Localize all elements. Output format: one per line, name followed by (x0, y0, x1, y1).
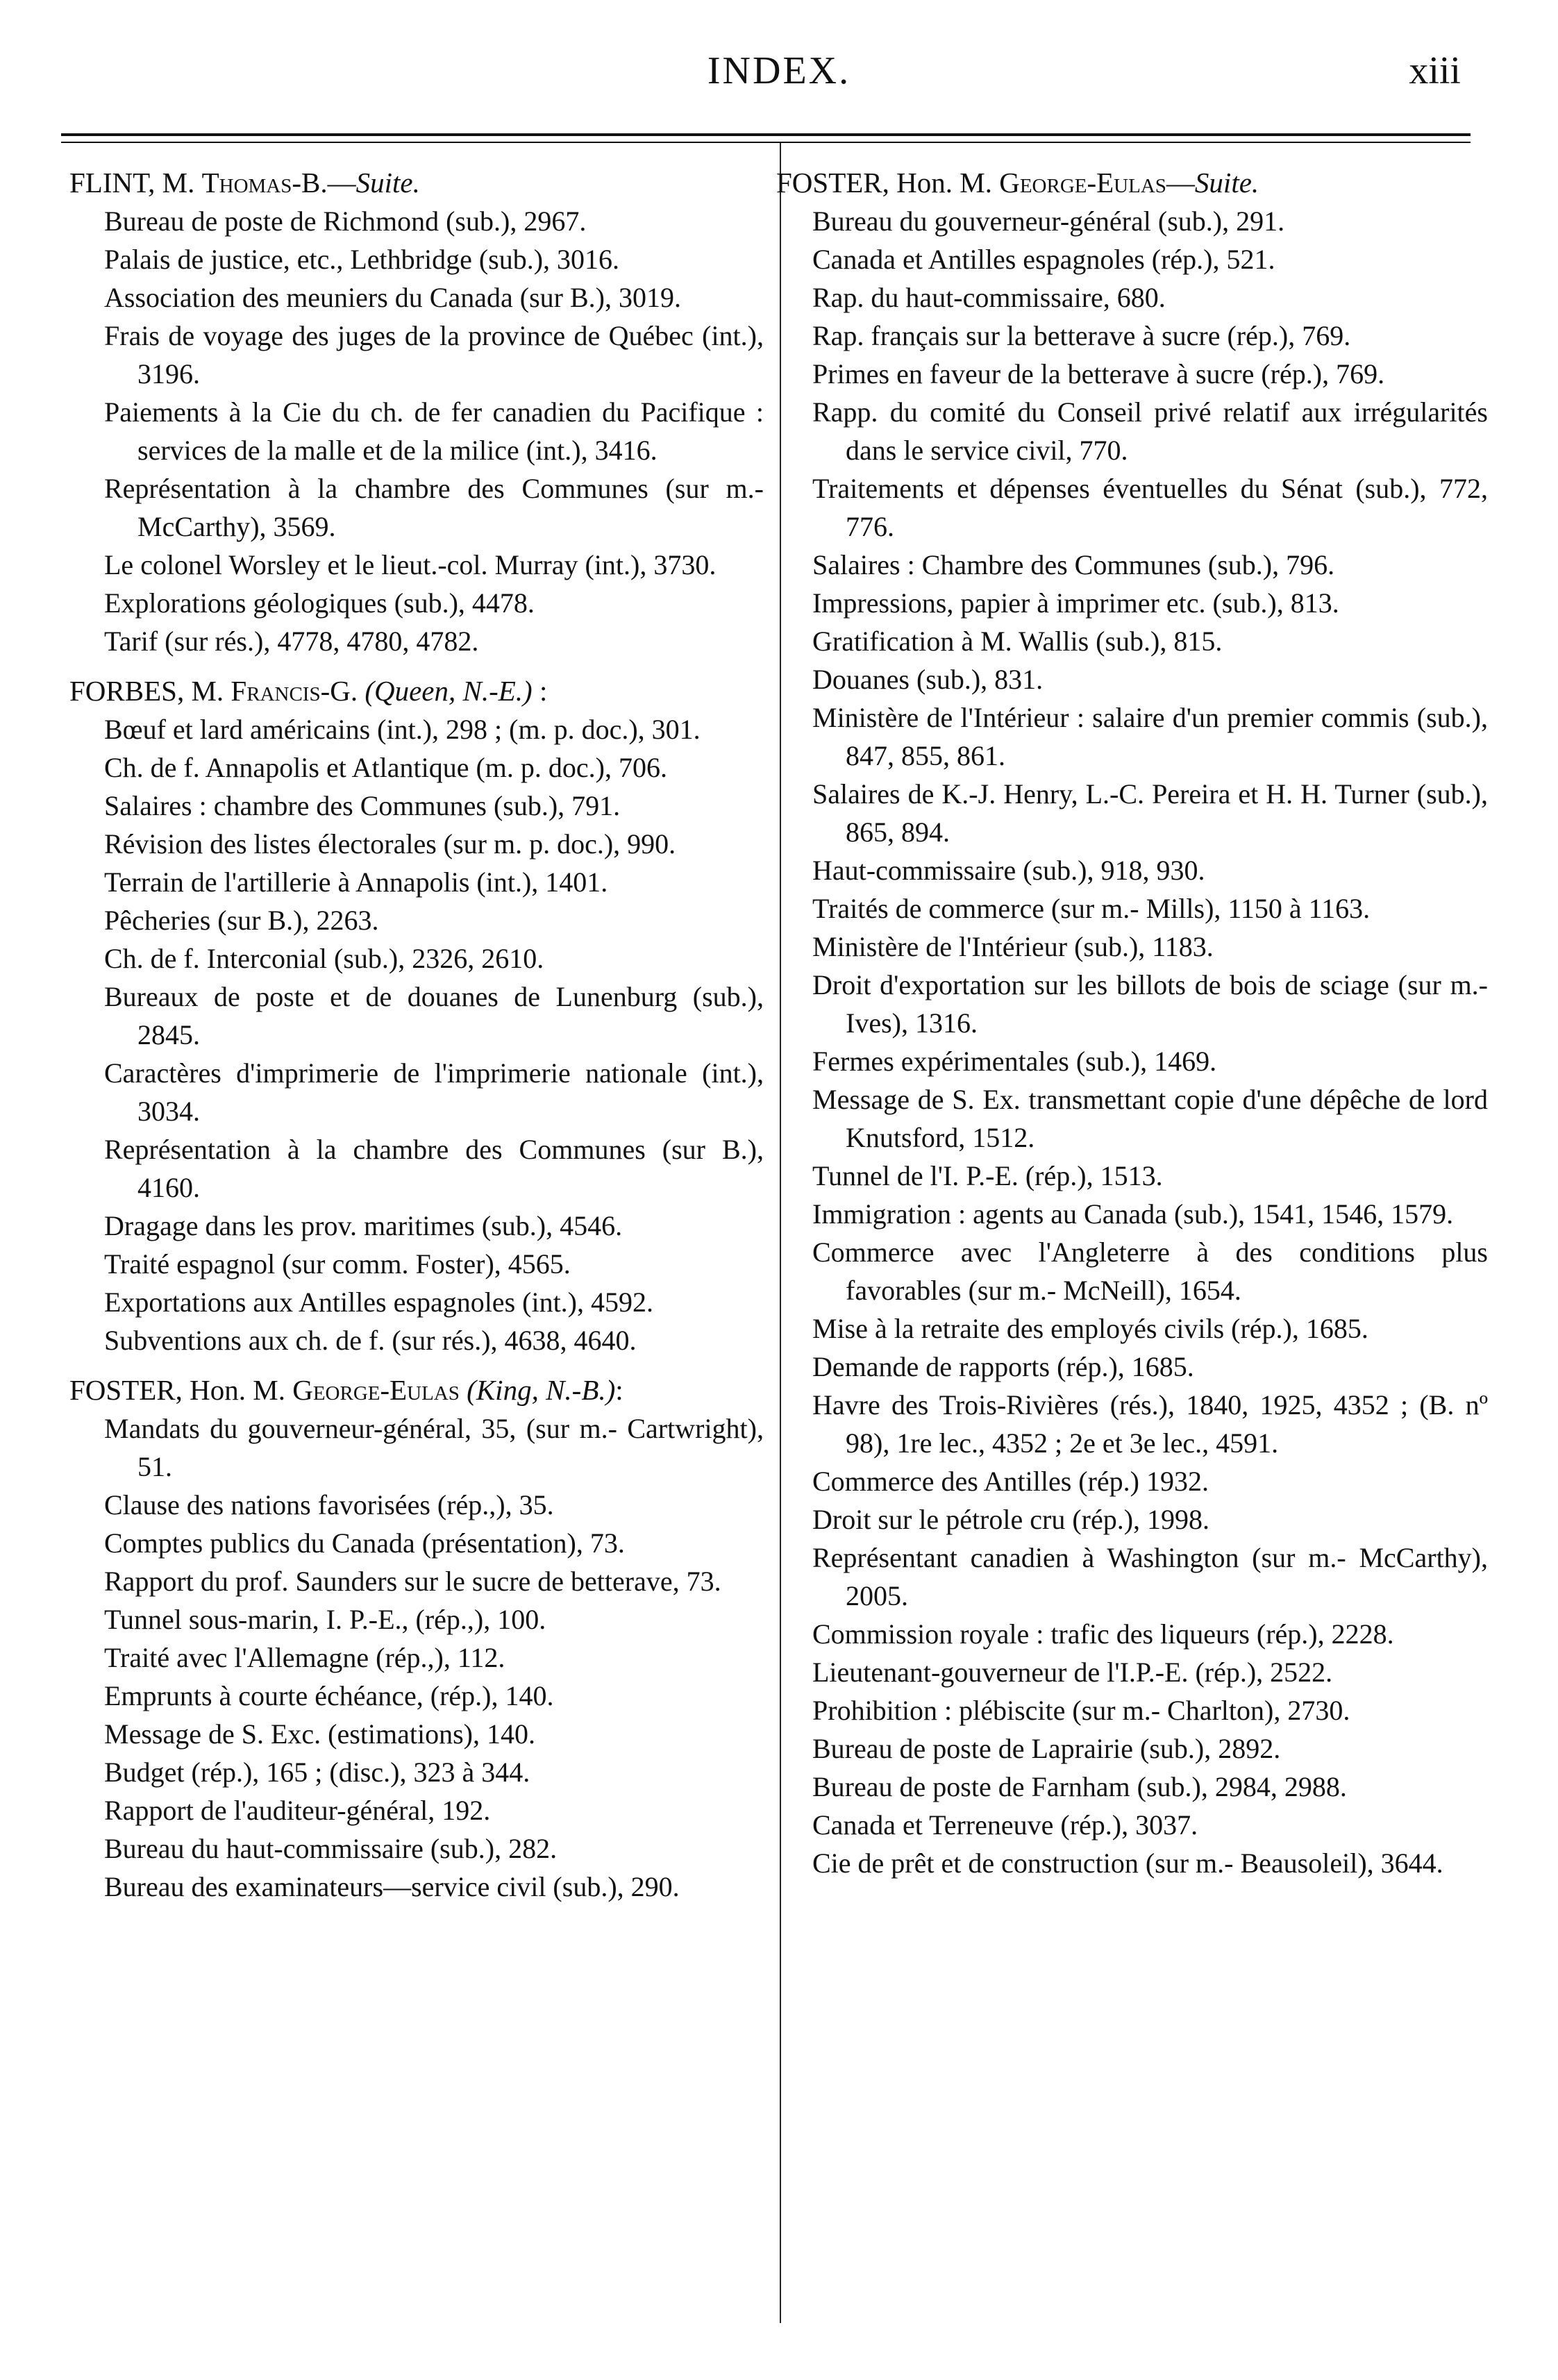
entry-heading (69, 163, 764, 202)
index-subentry: Emprunts à courte échéance, (rép.), 140. (104, 1680, 554, 1711)
entry-qualifier: Suite. (355, 167, 420, 199)
index-subentry: Demande de rapports (rép.), 1685. (812, 1351, 1194, 1382)
index-subentry: Tarif (sur rés.), 4778, 4780, 4782. (104, 626, 479, 657)
index-subentry: Ch. de f. Interconial (sub.), 2326, 2610. (104, 943, 544, 974)
index-subentry: Représentation à la chambre des Communes (sur m.- McCarthy), 3569. (104, 473, 764, 542)
index-subentry: Comptes publics du Canada (présentation), 73. (104, 1527, 625, 1559)
index-entry (69, 671, 764, 1359)
index-entry (69, 163, 764, 660)
index-subentry: Fermes expérimentales (sub.), 1469. (812, 1046, 1217, 1077)
index-subentry: Impressions, papier à imprimer etc. (sub.), 813. (812, 587, 1339, 619)
index-subentry: Le colonel Worsley et le lieut.-col. Murray (int.), 3730. (104, 549, 717, 580)
index-subentry: Dragage dans les prov. maritimes (sub.), 4546. (104, 1210, 623, 1241)
index-subentry: Traités de commerce (sur m.- Mills), 1150 à 1163. (812, 893, 1371, 924)
index-subentry: Tunnel sous-marin, I. P.-E., (rép.,), 100. (104, 1604, 546, 1635)
index-subentry: Message de S. Exc. (estimations), 140. (104, 1718, 535, 1750)
index-subentry: Douanes (sub.), 831. (812, 664, 1044, 695)
index-subentry: Rapport de l'auditeur-général, 192. (104, 1795, 491, 1826)
entry-name-smallcaps: George-Eulas (999, 167, 1166, 199)
index-subentry: Représentation à la chambre des Communes (sur B.), 4160. (104, 1134, 764, 1203)
index-subentry: Bœuf et lard américains (int.), 298 ; (m. p. doc.), 301. (104, 714, 701, 745)
index-subentry: Budget (rép.), 165 ; (disc.), 323 à 344. (104, 1757, 530, 1788)
index-subentry: Canada et Terreneuve (rép.), 3037. (812, 1809, 1198, 1841)
index-subentry: Rap. du haut-commissaire, 680. (812, 282, 1166, 313)
index-subentry: Tunnel de l'I. P.-E. (rép.), 1513. (812, 1160, 1163, 1191)
index-subentry: Droit d'exportation sur les billots de bois de sciage (sur m.- Ives), 1316. (812, 969, 1488, 1039)
header-rule-thin (61, 142, 1471, 143)
entry-heading (69, 671, 764, 710)
entry-name-tail: — (1166, 167, 1195, 199)
entry-name: FLINT, M. (69, 167, 202, 199)
left-column (69, 163, 764, 1917)
entry-colon: : (615, 1374, 623, 1406)
index-subentry: Palais de justice, etc., Lethbridge (sub.), 3016. (104, 244, 620, 275)
index-subentry: Haut-commissaire (sub.), 918, 930. (812, 855, 1205, 886)
index-subentry: Message de S. Ex. transmettant copie d'une dépêche de lord Knutsford, 1512. (812, 1084, 1488, 1153)
index-subentry: Bureau du haut-commissaire (sub.), 282. (104, 1833, 558, 1864)
entry-name-tail (358, 675, 365, 707)
entry-colon: : (532, 675, 548, 707)
entry-qualifier: (Queen, N.-E.) (365, 675, 533, 707)
index-subentry: Traité espagnol (sur comm. Foster), 4565. (104, 1248, 571, 1280)
index-subentry: Bureau de poste de Laprairie (sub.), 2892. (812, 1733, 1281, 1764)
index-subentry: Commerce des Antilles (rép.) 1932. (812, 1466, 1209, 1497)
entry-name-tail: — (327, 167, 356, 199)
entry-heading (69, 1371, 764, 1409)
index-entry (69, 1371, 764, 1906)
index-subentry: Havre des Trois-Rivières (rés.), 1840, 1925, 4352 ; (B. nº 98), 1re lec., 4352 ; 2e et 3e lec., 4591. (812, 1389, 1488, 1459)
entry-name: FOSTER, Hon. M. (69, 1374, 293, 1406)
index-subentry: Bureau de poste de Farnham (sub.), 2984, 2988. (812, 1771, 1347, 1802)
right-column (776, 163, 1488, 1893)
page-number: xiii (1409, 49, 1461, 92)
index-subentry: Subventions aux ch. de f. (sur rés.), 4638, 4640. (104, 1325, 637, 1356)
index-subentry: Primes en faveur de la betterave à sucre (rép.), 769. (812, 358, 1385, 389)
index-subentry: Paiements à la Cie du ch. de fer canadien du Pacifique : services de la malle et de la milice (int.), 3416. (104, 396, 764, 466)
index-subentry: Révision des listes électorales (sur m. p. doc.), 990. (104, 828, 676, 860)
index-subentry: Ministère de l'Intérieur (sub.), 1183. (812, 931, 1214, 962)
index-subentry: Bureau des examinateurs—service civil (sub.), 290. (104, 1871, 680, 1902)
index-subentry: Terrain de l'artillerie à Annapolis (int.), 1401. (104, 866, 608, 898)
entry-qualifier: (King, N.-B.) (467, 1374, 616, 1406)
index-subentry: Salaires : Chambre des Communes (sub.), 796. (812, 549, 1335, 580)
index-subentry: Ministère de l'Intérieur : salaire d'un premier commis (sub.), 847, 855, 861. (812, 702, 1488, 771)
index-subentry: Mandats du gouverneur-général, 35, (sur m.- Cartwright), 51. (104, 1413, 764, 1482)
entry-name: FORBES, M. (69, 675, 231, 707)
page-title: INDEX. (707, 49, 851, 92)
index-subentry: Gratification à M. Wallis (sub.), 815. (812, 626, 1223, 657)
index-subentry: Rapp. du comité du Conseil privé relatif aux irrégularités dans le service civil, 770. (812, 396, 1488, 466)
entry-name-smallcaps: Thomas-B. (201, 167, 328, 199)
entry-heading (776, 163, 1488, 202)
index-subentry: Droit sur le pétrole cru (rép.), 1998. (812, 1504, 1210, 1535)
index-subentry: Cie de prêt et de construction (sur m.- Beausoleil), 3644. (812, 1847, 1443, 1879)
index-subentry: Pêcheries (sur B.), 2263. (104, 905, 379, 936)
index-subentry: Canada et Antilles espagnoles (rép.), 521. (812, 244, 1275, 275)
header-rule-thick (61, 133, 1471, 136)
index-subentry: Représentant canadien à Washington (sur m.- McCarthy), 2005. (812, 1542, 1488, 1611)
index-subentry: Bureau du gouverneur-général (sub.), 291. (812, 206, 1285, 237)
index-subentry: Rap. français sur la betterave à sucre (rép.), 769. (812, 320, 1351, 351)
index-entry (776, 163, 1488, 1882)
entry-name: FOSTER, Hon. M. (776, 167, 1000, 199)
entry-qualifier: Suite. (1194, 167, 1259, 199)
index-subentry: Ch. de f. Annapolis et Atlantique (m. p. doc.), 706. (104, 752, 667, 783)
index-subentry: Clause des nations favorisées (rép.,), 35. (104, 1489, 554, 1520)
page-header (0, 40, 1558, 103)
index-subentry: Mise à la retraite des employés civils (rép.), 1685. (812, 1313, 1368, 1344)
index-subentry: Traité avec l'Allemagne (rép.,), 112. (104, 1642, 505, 1673)
index-subentry: Rapport du prof. Saunders sur le sucre de betterave, 73. (104, 1566, 721, 1597)
index-subentry: Commerce avec l'Angleterre à des conditions plus favorables (sur m.- McNeill), 1654. (812, 1237, 1488, 1306)
index-subentry: Exportations aux Antilles espagnoles (int.), 4592. (104, 1287, 653, 1318)
index-subentry: Explorations géologiques (sub.), 4478. (104, 587, 535, 619)
entry-name-smallcaps: Francis-G. (231, 675, 358, 707)
index-subentry: Bureau de poste de Richmond (sub.), 2967. (104, 206, 587, 237)
index-subentry: Frais de voyage des juges de la province de Québec (int.), 3196. (104, 320, 764, 389)
index-subentry: Lieutenant-gouverneur de l'I.P.-E. (rép.), 2522. (812, 1657, 1333, 1688)
index-subentry: Bureaux de poste et de douanes de Lunenburg (sub.), 2845. (104, 981, 764, 1050)
index-subentry: Association des meuniers du Canada (sur B.), 3019. (104, 282, 681, 313)
index-subentry: Traitements et dépenses éventuelles du Sénat (sub.), 772, 776. (812, 473, 1488, 542)
index-subentry: Immigration : agents au Canada (sub.), 1541, 1546, 1579. (812, 1198, 1454, 1230)
index-subentry: Salaires de K.-J. Henry, L.-C. Pereira et H. H. Turner (sub.), 865, 894. (812, 778, 1488, 848)
index-subentry: Prohibition : plébiscite (sur m.- Charlton), 2730. (812, 1695, 1350, 1726)
entry-name-tail (460, 1374, 467, 1406)
index-subentry: Salaires : chambre des Communes (sub.), 791. (104, 790, 621, 821)
index-subentry: Caractères d'imprimerie de l'imprimerie nationale (int.), 3034. (104, 1057, 764, 1127)
entry-name-smallcaps: George-Eulas (292, 1374, 460, 1406)
index-subentry: Commission royale : trafic des liqueurs (rép.), 2228. (812, 1618, 1394, 1650)
